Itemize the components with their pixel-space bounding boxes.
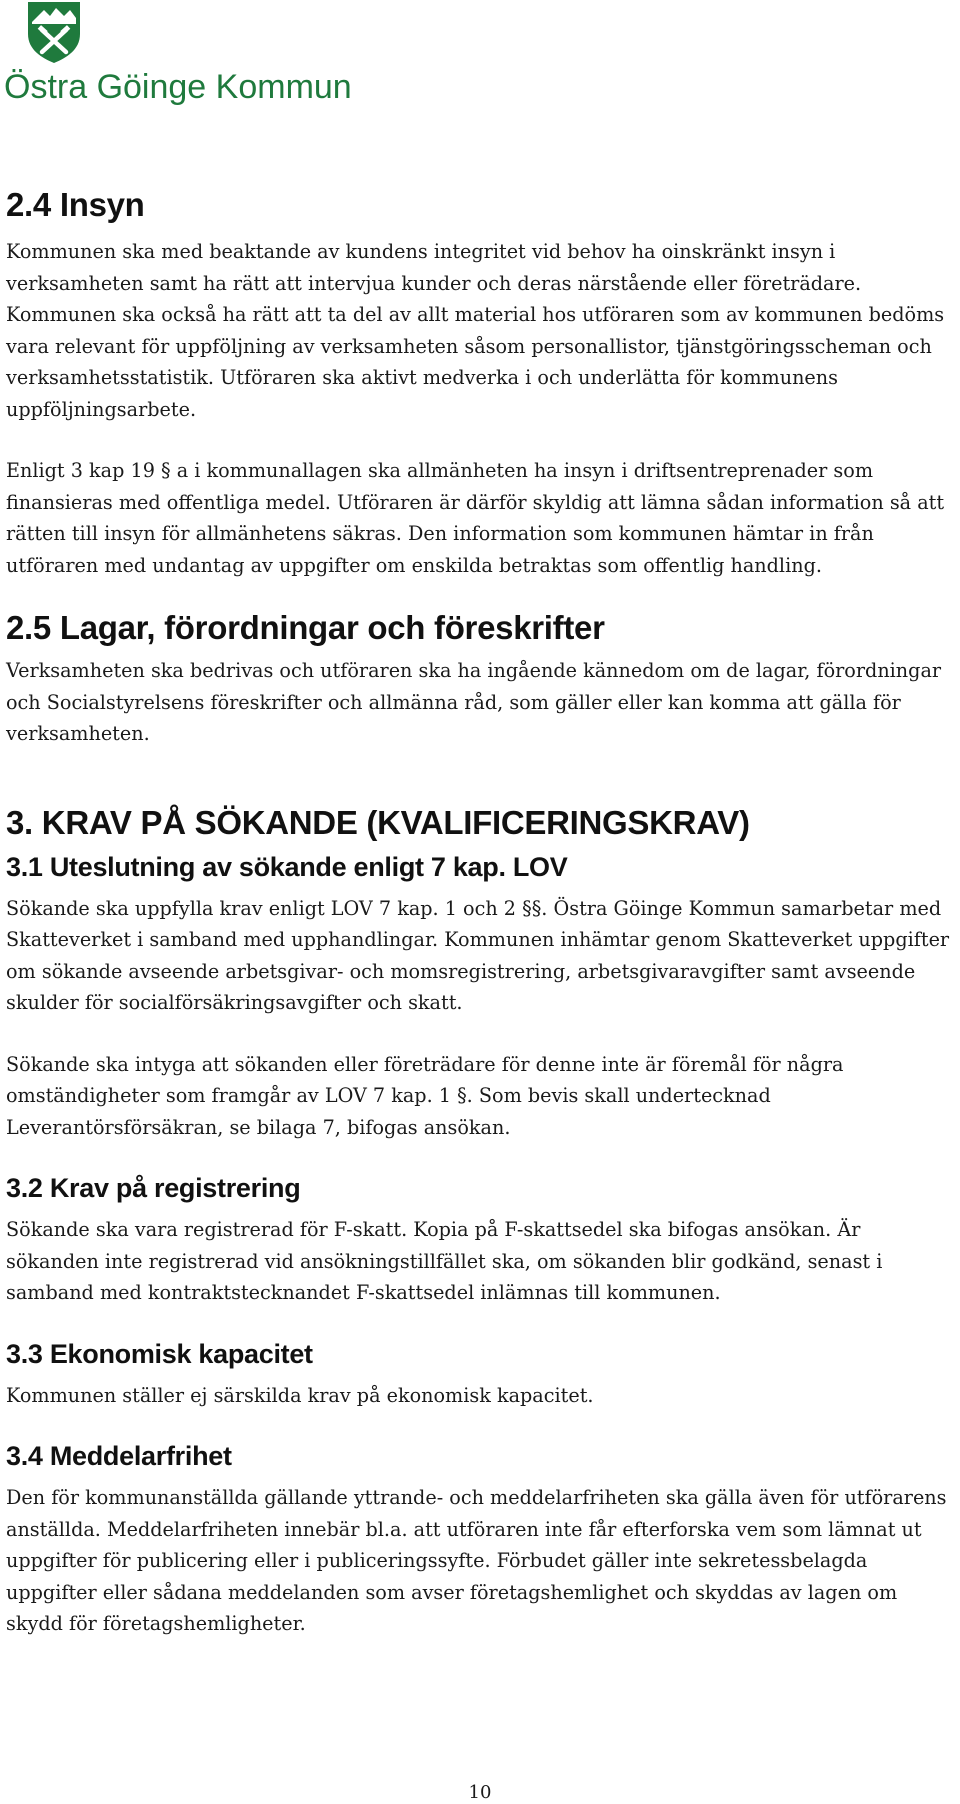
section-heading-3-2: 3.2 Krav på registrering xyxy=(6,1173,301,1203)
paragraph: Verksamheten ska bedrivas och utföraren ska ha ingående kännedom om de lagar, förordningar och Socialstyrelsens föreskrifter och allmänna råd, som gäller eller kan komma att gälla för verksamheten. xyxy=(6,659,942,745)
paragraph: Kommunen ska med beaktande av kundens integritet vid behov ha oinskränkt insyn i verksamheten samt ha rätt att intervjua kunder och deras närstående eller företrädare. Kommunen ska också ha rätt att ta del av allt material hos utföraren som av kommunen bedöms vara relevant för uppföljning av verksamheten såsom personallistor, tjänstgöringsscheman och verksamhetsstatistik. Utföraren ska aktivt medverka i och underlätta för kommunens uppföljningsarbete. xyxy=(6,240,945,421)
paragraph: Den för kommunanställda gällande yttrande- och meddelarfriheten ska gälla även för utförarens anställda. Meddelarfriheten innebär bl.a. att utföraren inte får efterforska vem som lämnat ut uppgifter för publicering eller i publiceringssyfte. Förbudet gäller inte sekretessbelagda uppgifter eller sådana meddelanden som avser företagshemlighet och skyddas av lagen om skydd för företagshemligheter. xyxy=(6,1486,947,1635)
paragraph: Sökande ska intyga att sökanden eller företrädare för denne inte är föremål för några omständigheter som framgår av LOV 7 kap. 1 §. Som bevis skall undertecknad Leverantörsförsäkran, se bilaga 7, bifogas ansökan. xyxy=(6,1052,844,1139)
logo-text: Östra Göinge Kommun xyxy=(4,68,352,106)
paragraph: Sökande ska uppfylla krav enligt LOV 7 kap. 1 och 2 §§. Östra Göinge Kommun samarbetar med Skatteverket i samband med upphandlingar. Kommunen inhämtar genom Skatteverket uppgifter om sökande avseende arbetsgivar- och momsregistrering, arbetsgivaravgifter samt avseende skulder för socialförsäkringsavgifter och skatt. xyxy=(6,896,950,1014)
document-body xyxy=(6,186,954,1640)
paragraph-gap xyxy=(6,425,954,455)
section-heading-3-1: 3.1 Uteslutning av sökande enligt 7 kap. LOV xyxy=(6,851,568,882)
section-heading-2-5: 2.5 Lagar, förordningar och föreskrifter xyxy=(6,609,605,646)
paragraph: Sökande ska vara registrerad för F-skatt. Kopia på F-skattsedel ska bifogas ansökan. Är sökanden inte registrerad vid ansökningstillfället ska, om sökanden blir godkänd, senast i samband med kontraktstecknandet F-skattsedel inlämnas till kommunen. xyxy=(6,1218,883,1304)
municipal-coat-of-arms-icon xyxy=(26,0,82,64)
paragraph: Enligt 3 kap 19 § a i kommunallagen ska allmänheten ha insyn i driftsentreprenader som finansieras med offentliga medel. Utföraren är därför skyldig att lämna sådan information så att rätten till insyn för allmänhetens säkras. Den information som kommunen hämtar in från utföraren med undantag av uppgifter om enskilda betraktas som offentlig handling. xyxy=(6,459,945,577)
page-number: 10 xyxy=(468,1782,492,1803)
section-heading-3-3: 3.3 Ekonomisk kapacitet xyxy=(6,1338,313,1369)
chapter-heading-3: 3. KRAV PÅ SÖKANDE (KVALIFICERINGSKRAV) xyxy=(6,803,750,841)
section-heading-3-4: 3.4 Meddelarfrihet xyxy=(6,1441,232,1471)
header xyxy=(0,0,352,120)
paragraph: Kommunen ställer ej särskilda krav på ekonomisk kapacitet. xyxy=(6,1383,594,1407)
paragraph-gap xyxy=(6,1019,954,1049)
section-heading-2-4: 2.4 Insyn xyxy=(6,186,145,223)
